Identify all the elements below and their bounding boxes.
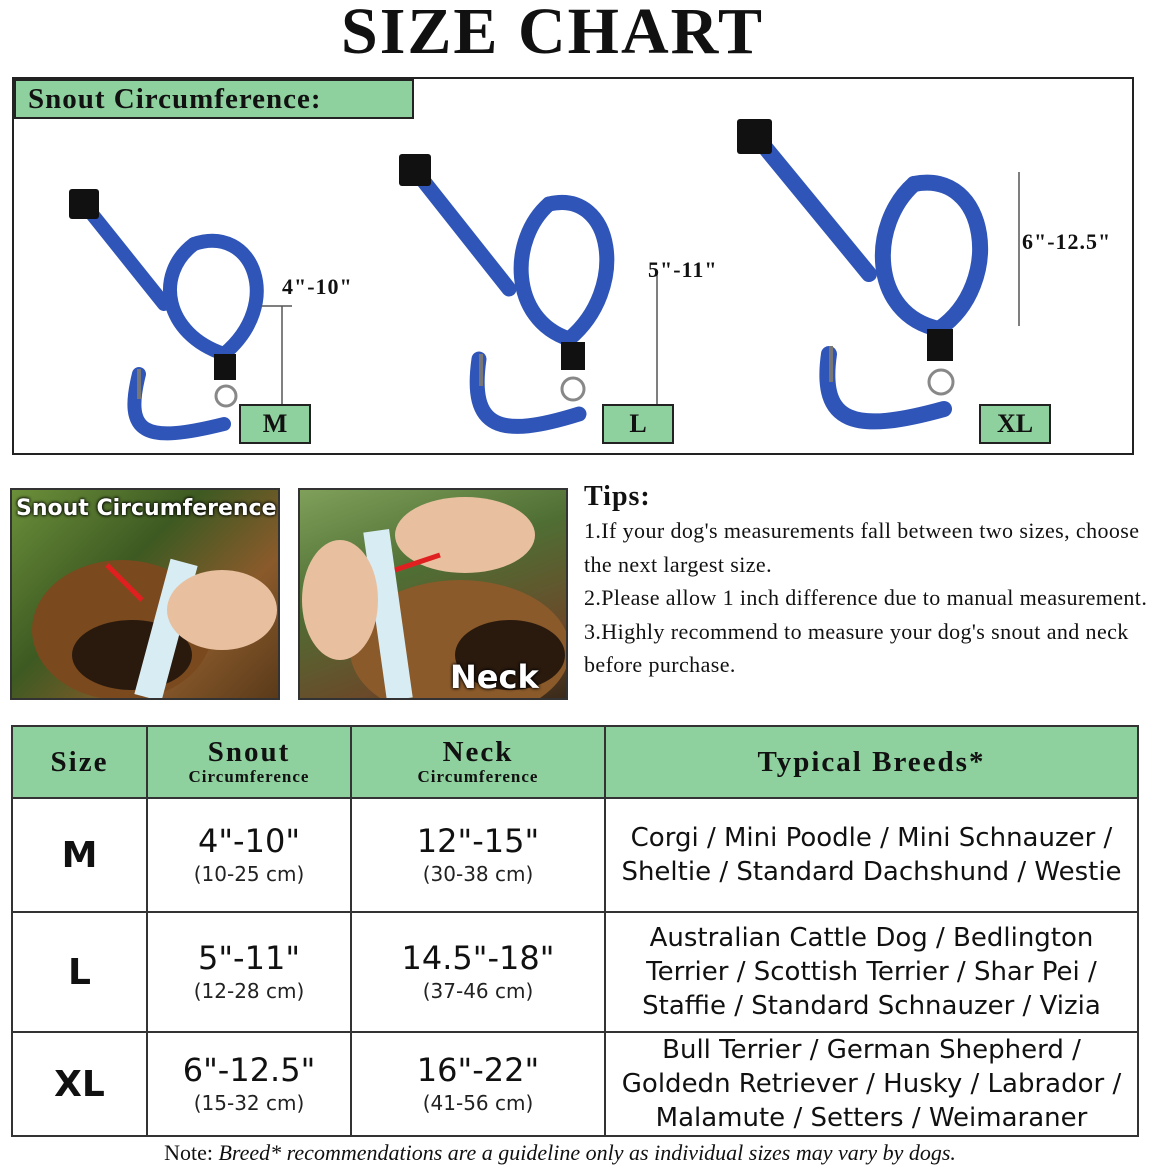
halter-l-measure: 5"-11": [648, 257, 718, 282]
header-snout: Snout Circumference: [147, 726, 351, 798]
header-breeds: Typical Breeds*: [605, 726, 1138, 798]
tips-title: Tips:: [584, 481, 651, 512]
halter-xl-tag: XL: [979, 404, 1051, 444]
header-size: Size: [12, 726, 147, 798]
table-row: [12, 798, 1138, 912]
halter-xl-measure: 6"-12.5": [1022, 229, 1112, 254]
neck-photo-caption: Neck: [450, 658, 539, 696]
row-snout: 6"-12.5" (15-32 cm): [147, 1032, 351, 1136]
tip-item: 1.If your dog's measurements fall between two sizes, choose the next largest size.: [584, 518, 1140, 577]
buckle-icon: [69, 189, 99, 219]
size-table: [11, 725, 1139, 1137]
snout-circumference-label: Snout Circumference:: [14, 79, 414, 119]
tip-item: 2.Please allow 1 inch difference due to manual measurement.: [584, 585, 1148, 610]
halter-size-panel: [12, 77, 1134, 455]
table-row: [12, 912, 1138, 1032]
halter-xl-image: [729, 114, 1029, 444]
footnote: [0, 1140, 1120, 1166]
note-prefix: Note:: [164, 1140, 213, 1165]
row-size: M: [12, 798, 147, 912]
note-text: Breed* recommendations are a guideline only as individual sizes may vary by dogs.: [218, 1140, 956, 1165]
row-size: XL: [12, 1032, 147, 1136]
row-snout: 5"-11" (12-28 cm): [147, 912, 351, 1032]
table-row: [12, 1032, 1138, 1136]
row-breeds: Bull Terrier / German Shepherd / Goldedn Retriever / Husky / Labrador / Malamute / Setters / Weimaraner: [605, 1032, 1138, 1136]
halter-l-tag: L: [602, 404, 674, 444]
row-size: L: [12, 912, 147, 1032]
header-neck: Neck Circumference: [351, 726, 605, 798]
halter-m-measure: 4"-10": [282, 274, 353, 299]
snout-photo-caption: Snout Circumference: [16, 496, 277, 521]
row-breeds: Corgi / Mini Poodle / Mini Schnauzer / Sheltie / Standard Dachshund / Westie: [605, 798, 1138, 912]
row-breeds: Australian Cattle Dog / Bedlington Terrier / Scottish Terrier / Shar Pei / Staffie / Standard Schnauzer / Vizia: [605, 912, 1138, 1032]
neck-measure-photo: [298, 488, 568, 700]
tip-item: 3.Highly recommend to measure your dog's snout and neck before purchase.: [584, 618, 1129, 677]
row-snout: 4"-10" (10-25 cm): [147, 798, 351, 912]
tips-section: [584, 480, 1160, 682]
snout-measure-photo: [10, 488, 280, 700]
page-title: SIZE CHART: [341, 0, 764, 68]
halter-m-tag: M: [239, 404, 311, 444]
row-neck: 14.5"-18" (37-46 cm): [351, 912, 605, 1032]
row-neck: 12"-15" (30-38 cm): [351, 798, 605, 912]
table-header-row: [12, 726, 1138, 798]
row-neck: 16"-22" (41-56 cm): [351, 1032, 605, 1136]
